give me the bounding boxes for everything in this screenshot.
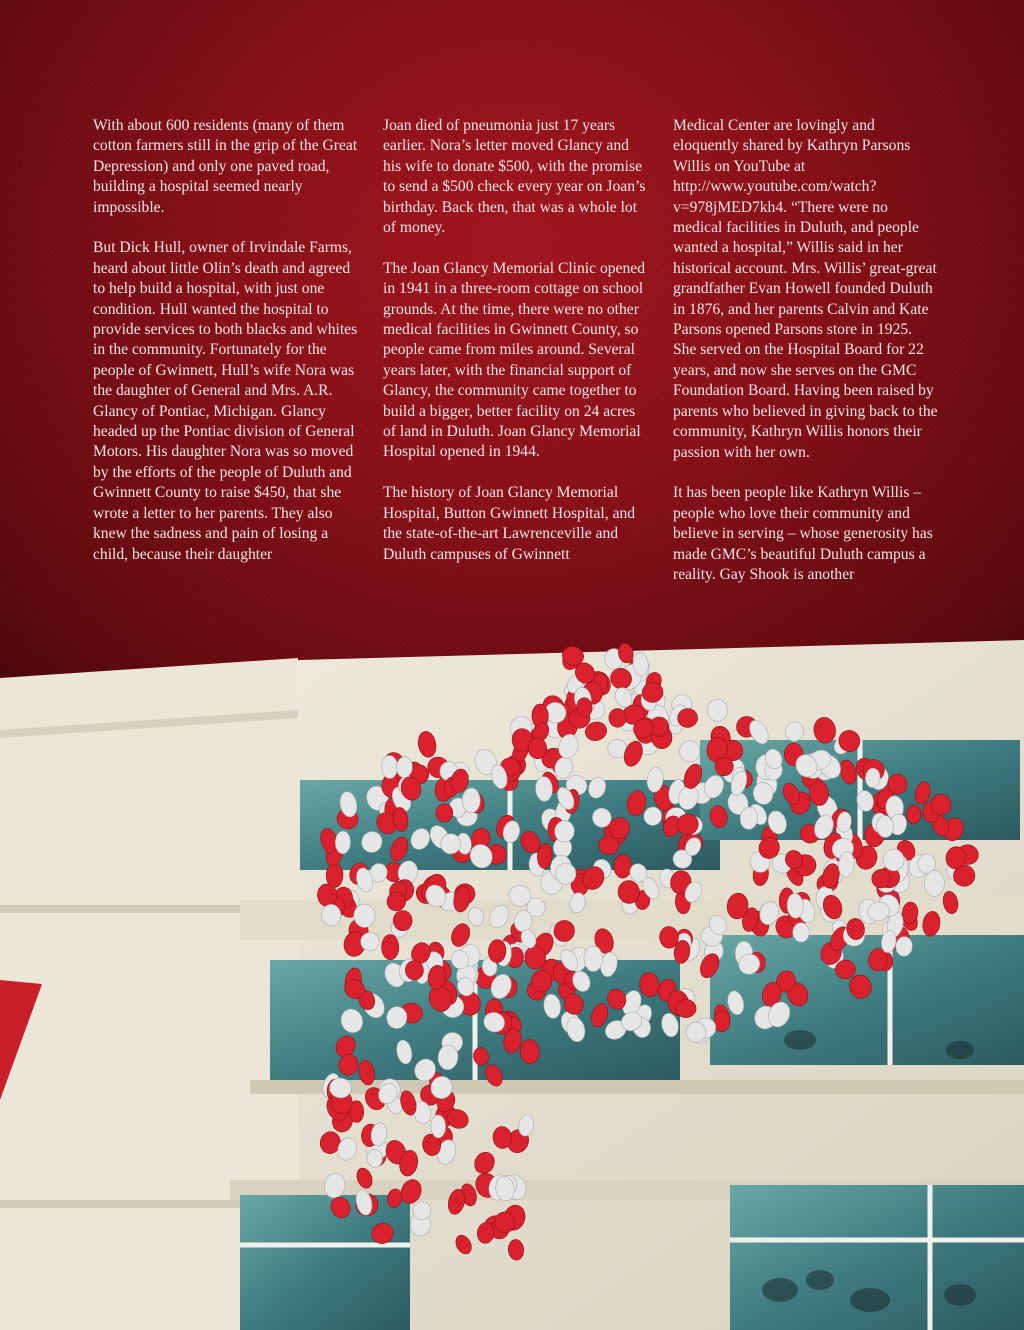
balloon — [462, 788, 480, 813]
balloon — [393, 910, 412, 931]
paragraph: But Dick Hull, owner of Irvindale Farms, heard about little Olin’s death and agreed to help build a hospital, with just one condition. Hull wanted the hospital to provide services to both blacks and whites in the community. Fortunately for the people of Gwinnett, Hull’s wife Nora was the daughter of General and Mrs. A.R. Glancy of Pontiac, Michigan. Glancy headed up the Pontiac division of General Motors. His daughter Nora was so moved by the efforts of the people of Duluth and Gwinnett County to raise $450, that she wrote a letter to her parents. They also knew the sadness and pain of losing a child, because their daughter — [93, 239, 358, 563]
balloon — [335, 831, 351, 854]
balloon — [381, 934, 399, 959]
balloon — [906, 805, 921, 824]
balloon — [431, 1115, 446, 1138]
paragraph: The history of Joan Glancy Memorial Hospital, Button Gwinnett Hospital, and the state-of-the-art Lawrenceville and Duluth campuses of Gwinnett — [383, 484, 636, 563]
balloon — [584, 946, 603, 972]
paragraph: Medical Center are lovingly and eloquently shared by Kathryn Parsons Willis on YouTube at http://www.youtube.com/watch?v=978jMED7kh4. “There were no medical facilities in Duluth, and people wanted a hospital,” Willis said in her historical account. Mrs. Willis’ great-great grandfather Evan Howell founded Duluth in 1876, and her parents Calvin and Kate Parsons opened Parsons store in 1925. She served on the Hospital Board for 22 years, and now she serves on the GMC Foundation Board. Having been raised by parents who believed in giving back to the community, Kathryn Willis honors their passion with her own. — [673, 117, 938, 461]
balloon — [793, 923, 810, 942]
paragraph: Joan died of pneumonia just 17 years earlier. Nora’s letter moved Glancy and his wife to donate $500, with the promise to send a $500 check every year on Joan’s birthday. Back then, that was a whole lot of money. — [383, 117, 646, 237]
window — [240, 1195, 410, 1330]
paragraph: It has been people like Kathryn Willis – people who love their community and believe in serving – whose generosity has made GMC’s beautiful Duluth campus a reality. Gay Shook is another — [673, 484, 933, 583]
paragraph: With about 600 residents (many of them cotton farmers still in the grip of the Great Depression) and only one paved road, building a hospital seemed nearly impossible. — [93, 117, 358, 216]
text-column-1 — [93, 116, 358, 596]
paragraph: The Joan Glancy Memorial Clinic opened in 1941 in a three-room cottage on school grounds. At the time, there were no other medical facilities in Gwinnett County, so people came from miles around. Several years later, with the financial support of Glancy, the community came together to build a bigger, better facility on 24 acres of land in Duluth. Joan Glancy Memorial Hospital opened in 1944. — [383, 259, 645, 461]
article-body — [93, 116, 953, 596]
balloon — [676, 999, 697, 1017]
balloon-release-photo — [0, 640, 1024, 1330]
photo-illustration — [0, 640, 1024, 1330]
text-column-3 — [673, 116, 938, 596]
balloon — [381, 755, 398, 778]
text-column-2 — [383, 116, 648, 596]
balloon — [614, 854, 632, 878]
balloon — [609, 708, 627, 727]
